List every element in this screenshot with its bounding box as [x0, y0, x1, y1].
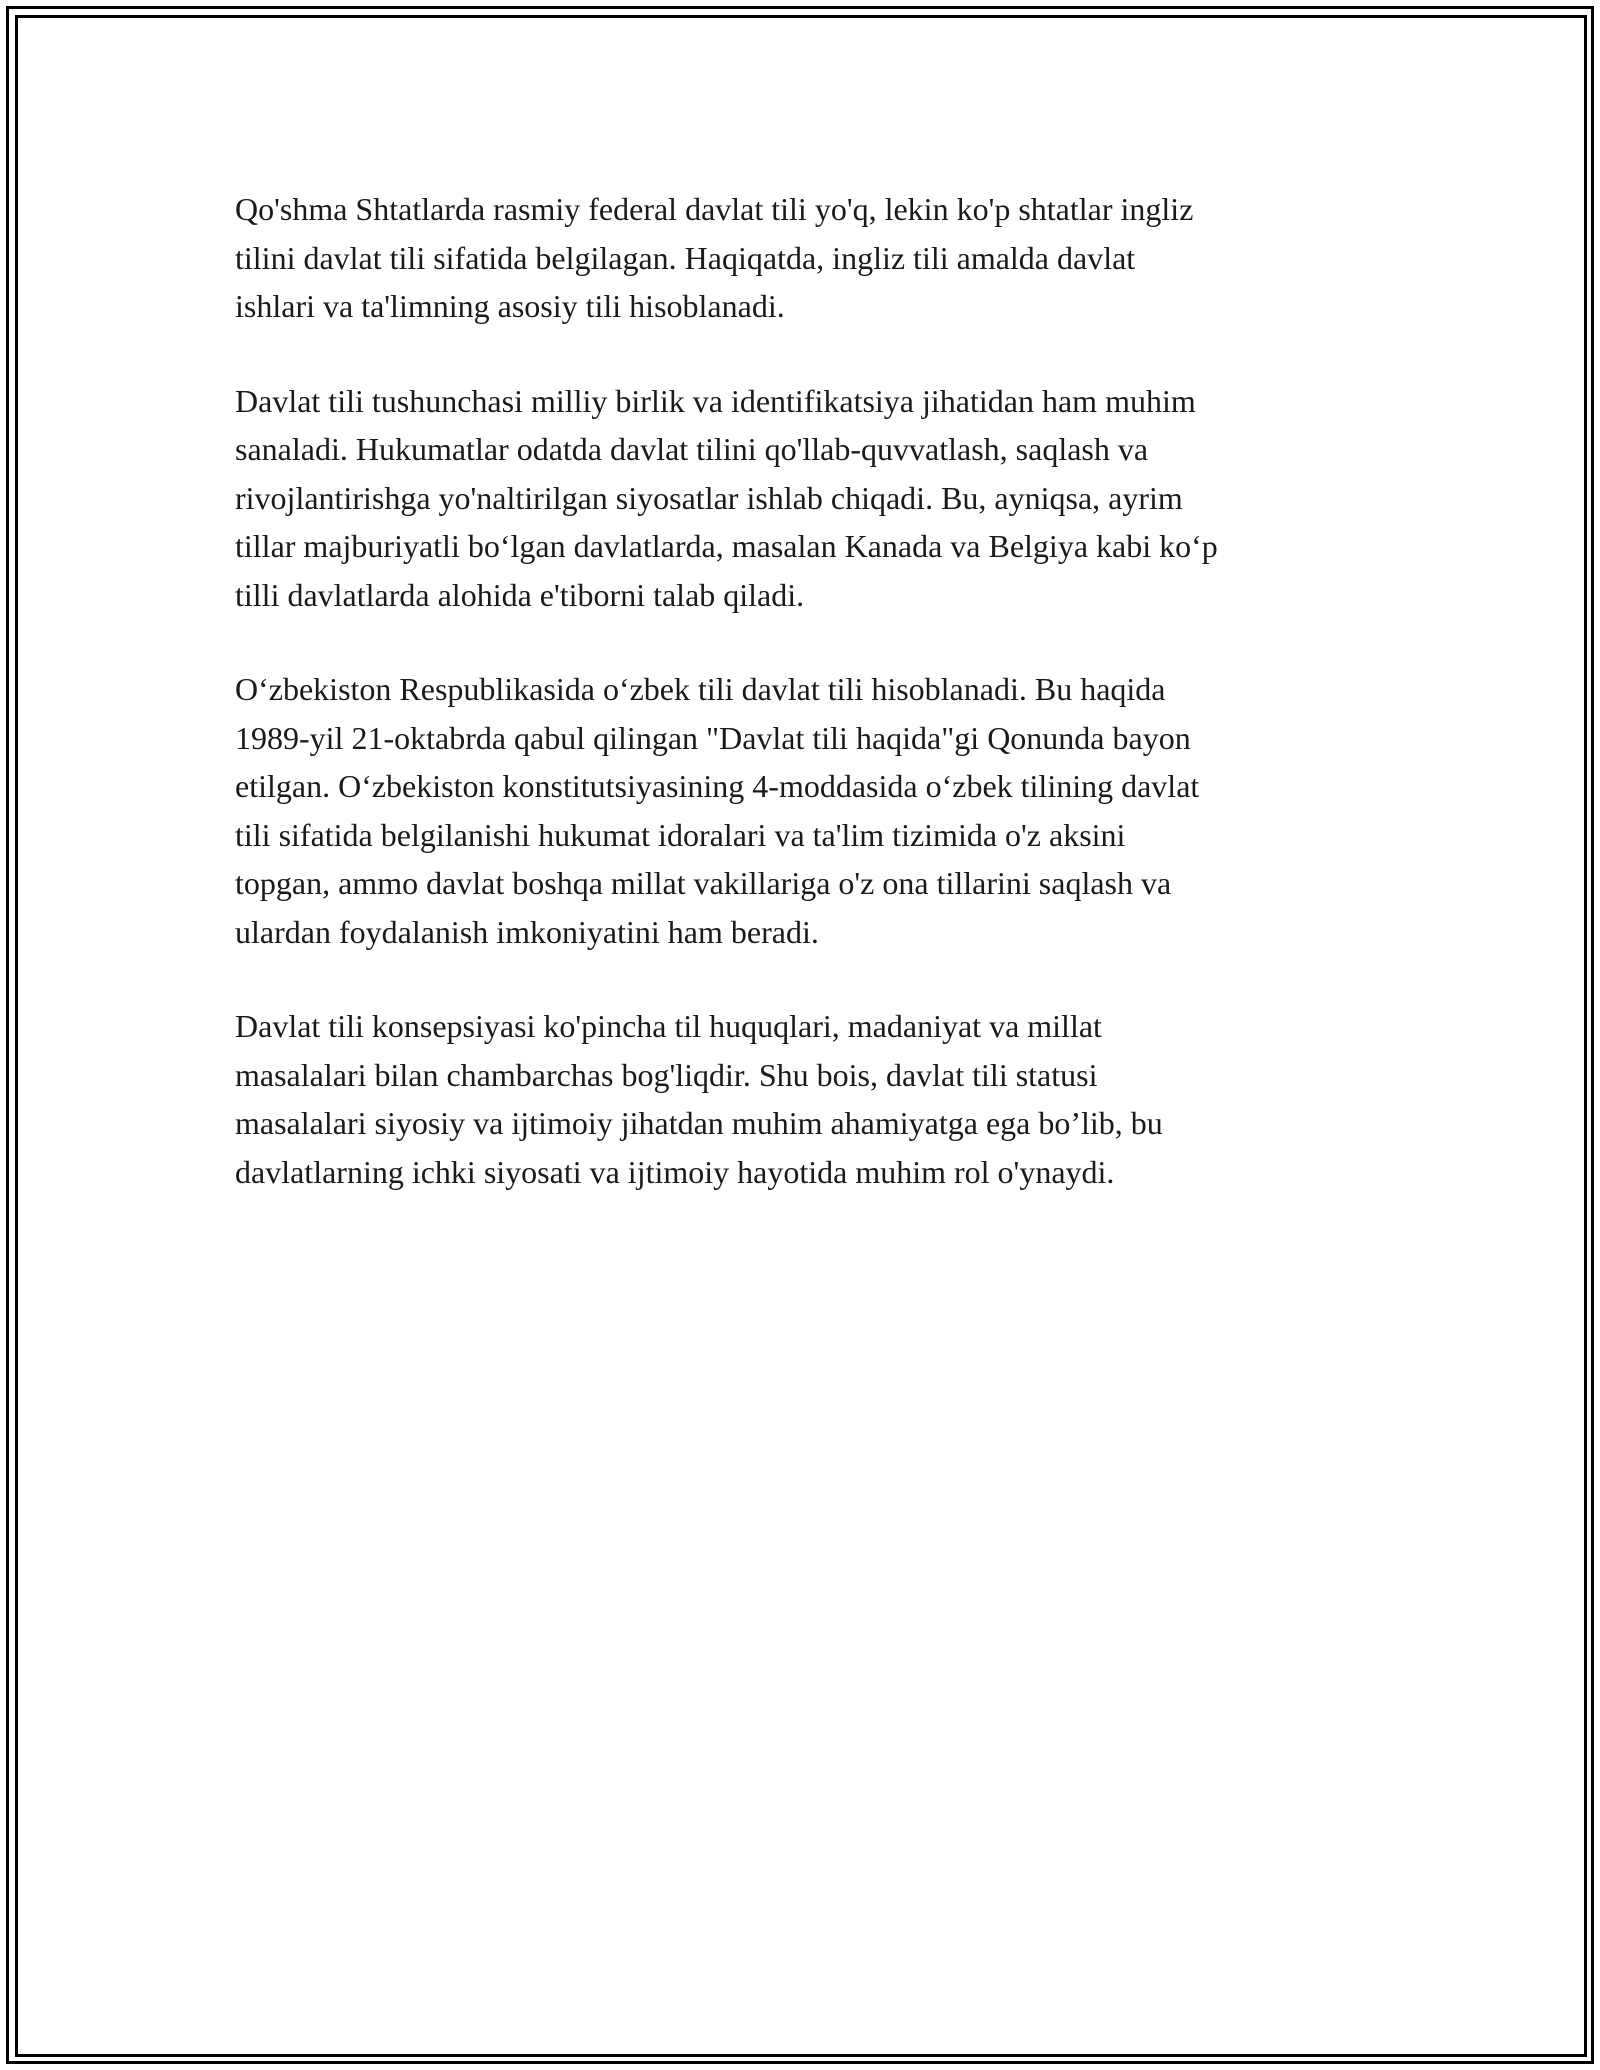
text-line: tili sifatida belgilanishi hukumat idoralari va ta'lim tizimida o'z aksini	[235, 816, 1126, 853]
text-line: topgan, ammo davlat boshqa millat vakillariga o'z ona tillarini saqlash va	[235, 865, 1172, 901]
text-line: Qo'shma Shtatlarda rasmiy federal davlat tili yo'q, lekin ko'p shtatlar ingliz	[235, 191, 1194, 227]
paragraph-3	[235, 665, 1375, 956]
text-line: ishlari va ta'limning asosiy tili hisoblanadi.	[235, 288, 785, 324]
text-line: masalalari bilan chambarchas bog'liqdir. Shu bois, davlat tili statusi	[235, 1056, 1098, 1093]
text-line: O‘zbekiston Respublikasida o‘zbek tili davlat tili hisoblanadi. Bu haqida	[235, 671, 1166, 707]
paragraph-4	[235, 1002, 1375, 1196]
text-line: 1989-yil 21-oktabrda qabul qilingan "Davlat tili haqida"gi Qonunda bayon	[235, 719, 1191, 756]
text-line: tillar majburiyatli bo‘lgan davlatlarda, masalan Kanada va Belgiya kabi ko‘p	[235, 528, 1218, 564]
document-body	[235, 185, 1375, 1242]
text-line: etilgan. O‘zbekiston konstitutsiyasining 4-moddasida o‘zbek tilining davlat	[235, 768, 1200, 804]
text-line: sanaladi. Hukumatlar odatda davlat tilini qo'llab-quvvatlash, saqlash va	[235, 431, 1149, 467]
text-line: masalalari siyosiy va ijtimoiy jihatdan muhim ahamiyatga ega bo’lib, bu	[235, 1105, 1163, 1141]
paragraph-1	[235, 185, 1375, 331]
text-line: Davlat tili konsepsiyasi ko'pincha til huquqlari, madaniyat va millat	[235, 1008, 1102, 1044]
text-line: Davlat tili tushunchasi milliy birlik va identifikatsiya jihatidan ham muhim	[235, 382, 1196, 419]
text-line: rivojlantirishga yo'naltirilgan siyosatlar ishlab chiqadi. Bu, ayniqsa, ayrim	[235, 479, 1183, 516]
text-line: davlatlarning ichki siyosati va ijtimoiy hayotida muhim rol o'ynaydi.	[235, 1153, 1115, 1190]
text-line: tilli davlatlarda alohida e'tiborni talab qiladi.	[235, 576, 805, 613]
text-line: ulardan foydalanish imkoniyatini ham beradi.	[235, 913, 819, 950]
text-line: tilini davlat tili sifatida belgilagan. Haqiqatda, ingliz tili amalda davlat	[235, 239, 1136, 276]
paragraph-2	[235, 377, 1375, 620]
